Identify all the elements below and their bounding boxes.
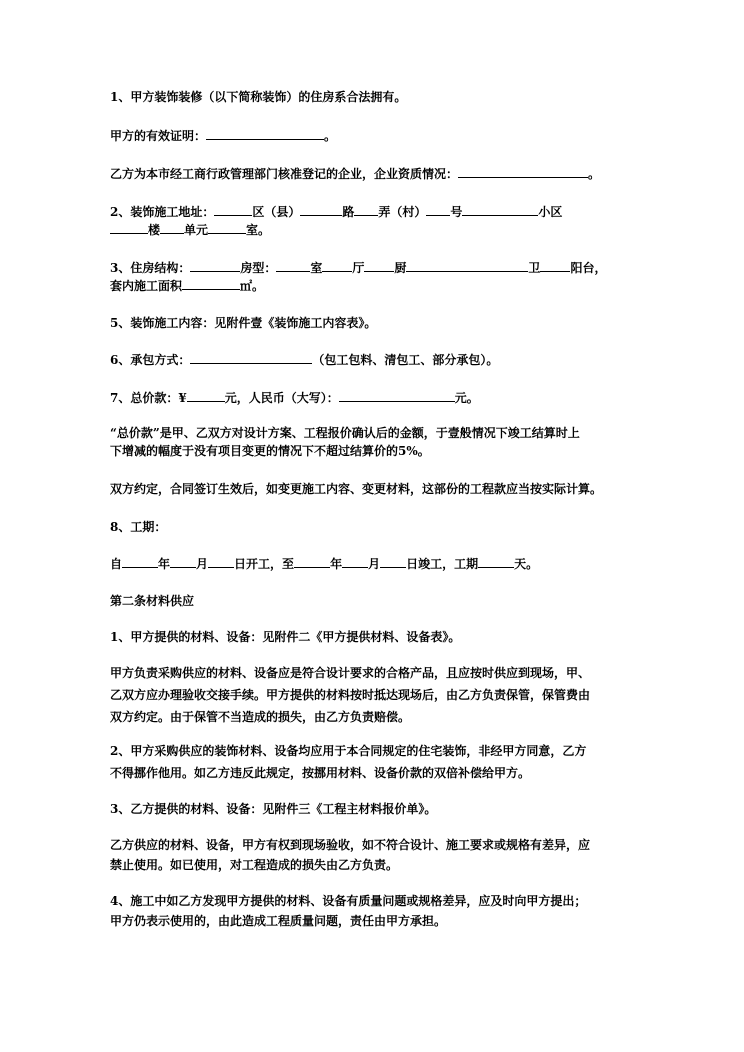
blank-field — [342, 554, 368, 568]
supply-clause-2b: 不得挪作他用。如乙方违反此规定，按挪用材料、设备价款的双倍补偿给甲方。 — [110, 766, 531, 780]
blank-field — [354, 202, 378, 216]
supply-clause-1: 1、甲方提供的材料、设备：见附件二《甲方提供材料、设备表》。 — [110, 630, 461, 644]
blank-field — [478, 554, 514, 568]
agreement-paragraph: 双方约定，合同签订生效后，如变更施工内容、变更材料，这部份的工程款应当按实际计算。 — [110, 482, 603, 496]
address-line-2 — [110, 220, 270, 239]
inline-text: 卫 — [528, 261, 541, 275]
supply-paragraph-1b: 乙双方应办理验收交接手续。甲方提供的材料按时抵达现场后，由乙方负责保管，保管费由 — [110, 688, 591, 702]
blank-field — [122, 554, 158, 568]
inline-text: 元。 — [454, 391, 479, 405]
schedule-line — [110, 554, 538, 573]
inline-text: 厨 — [394, 261, 407, 275]
blank-field — [190, 350, 312, 364]
blank-field — [380, 554, 406, 568]
inline-text: 弄（村） — [378, 205, 427, 219]
inline-text: 元，人民币（大写）： — [224, 391, 339, 405]
blank-field — [208, 220, 246, 234]
inline-text: 月 — [368, 557, 381, 571]
inline-text: （包工包料、清包工、部分承包）。 — [312, 353, 499, 367]
blank-field — [187, 388, 225, 402]
inline-text: 日开工，至 — [234, 557, 295, 571]
section-heading: 第二条材料供应 — [110, 594, 195, 608]
supply-paragraph-3b: 禁止使用。如已使用，对工程造成的损失由乙方负责。 — [110, 858, 399, 872]
blank-field — [300, 202, 342, 216]
inline-text: 月 — [196, 557, 209, 571]
supply-paragraph-3a: 乙方供应的材料、设备，甲方有权到现场验收，如不符合设计、施工要求或规格有差异，应 — [110, 838, 591, 852]
supply-paragraph-1a: 甲方负责采购供应的材料、设备应是符合设计要求的合格产品，且应按时供应到现场，甲、 — [110, 666, 591, 680]
inline-text: 乙方为本市经工商行政管理部门核准登记的企业，企业资质情况： — [110, 167, 459, 181]
supply-clause-4b: 甲方仍表示使用的，由此造成工程质量问题，责任由甲方承担。 — [110, 914, 447, 928]
address-line-1 — [110, 202, 562, 221]
blank-field — [294, 554, 330, 568]
blank-field — [462, 202, 538, 216]
inline-text: ㎡ — [240, 279, 253, 293]
inline-text: 7、总价款：¥ — [110, 391, 187, 405]
inline-text: 日竣工，工期 — [406, 557, 479, 571]
inline-text: 房型： — [240, 261, 277, 275]
blank-field — [214, 202, 252, 216]
inline-text: 年 — [330, 557, 343, 571]
blank-field — [364, 258, 394, 272]
inline-text: 室 — [310, 261, 323, 275]
inline-text: 小区 — [538, 205, 563, 219]
inline-text: 天。 — [514, 557, 539, 571]
blank-field — [406, 258, 528, 272]
inline-text: 区（县） — [252, 205, 301, 219]
enterprise-line — [110, 164, 600, 183]
blank-field — [540, 258, 570, 272]
inline-text: 号 — [450, 205, 463, 219]
blank-field — [182, 276, 240, 290]
blank-field — [426, 202, 450, 216]
contract-mode-line — [110, 350, 498, 369]
blank-field — [322, 258, 352, 272]
total-price-note-2: 下增减的幅度于没有项目变更的情况下不超过结算价的5%。 — [110, 444, 430, 458]
inline-text: 6、承包方式： — [110, 353, 191, 367]
inline-text: 。 — [324, 129, 337, 143]
supply-paragraph-1c: 双方约定。由于保管不当造成的损失，由乙方负责赔偿。 — [110, 710, 411, 724]
supply-clause-3: 3、乙方提供的材料、设备：见附件三《工程主材料报价单》。 — [110, 802, 437, 816]
clause-8-heading: 8、工期： — [110, 520, 167, 534]
clause-1: 1、甲方装饰装修（以下简称装饰）的住房系合法拥有。 — [110, 90, 407, 104]
inline-text: 。 — [252, 279, 265, 293]
blank-field — [190, 258, 240, 272]
blank-field — [208, 554, 234, 568]
blank-field — [160, 220, 184, 234]
inline-text: 单元 — [184, 223, 209, 237]
inline-text: 室。 — [246, 223, 271, 237]
clause-5: 5、装饰施工内容：见附件壹《装饰施工内容表》。 — [110, 316, 377, 330]
inline-text: 楼 — [148, 223, 161, 237]
supply-clause-4a: 4、施工中如乙方发现甲方提供的材料、设备有质量问题或规格差异，应及时向甲方提出； — [110, 894, 587, 908]
blank-field — [458, 164, 588, 178]
inline-text: 年 — [158, 557, 171, 571]
inline-text: 3、住房结构： — [110, 261, 191, 275]
total-price-line — [110, 388, 479, 407]
valid-proof-line — [110, 126, 336, 145]
inline-text: 自 — [110, 557, 123, 571]
total-price-note-1: “总价款”是甲、乙双方对设计方案、工程报价确认后的金额，于壹般情况下竣工结算时上 — [110, 426, 580, 440]
blank-field — [339, 388, 455, 402]
blank-field — [276, 258, 310, 272]
blank-field — [170, 554, 196, 568]
inline-text: 。 — [588, 167, 601, 181]
inline-text: 路 — [342, 205, 355, 219]
blank-field — [110, 220, 148, 234]
inline-text: 2、装饰施工地址： — [110, 205, 215, 219]
inline-text: 甲方的有效证明： — [110, 129, 207, 143]
inline-text: 厅 — [352, 261, 365, 275]
inline-text: 套内施工面积 — [110, 279, 183, 293]
structure-line-2 — [110, 276, 264, 295]
structure-line-1 — [110, 258, 606, 277]
supply-clause-2a: 2、甲方采购供应的装饰材料、设备均应用于本合同规定的住宅装饰，非经甲方同意，乙方 — [110, 744, 587, 758]
inline-text: 阳台， — [570, 261, 607, 275]
blank-field — [206, 126, 324, 140]
